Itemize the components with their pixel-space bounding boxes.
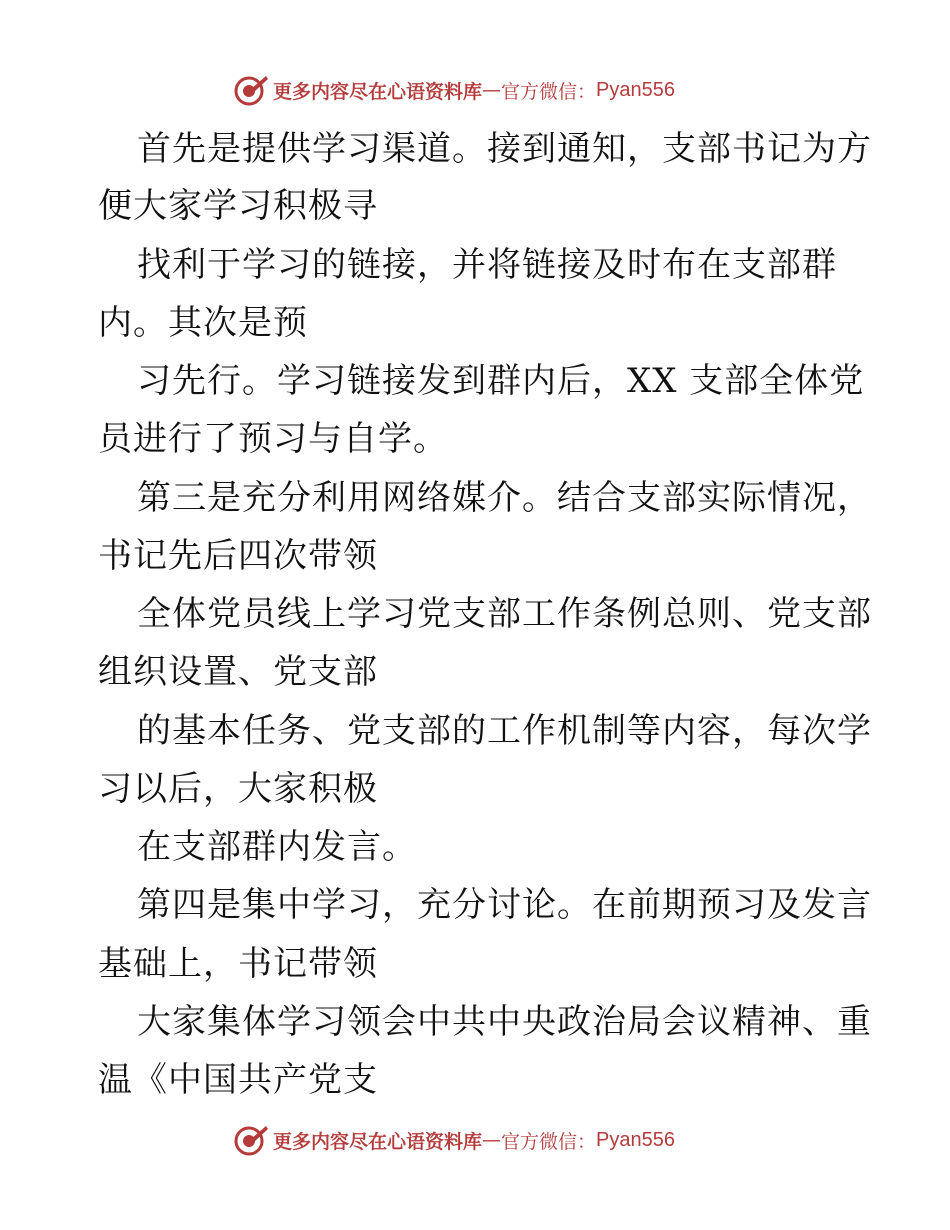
text-line: 温《中国共产党支 (98, 1060, 378, 1100)
logo-icon (233, 1123, 269, 1157)
watermark-dash: — (482, 1129, 502, 1151)
header-watermark (233, 73, 675, 107)
text-line: 全体党员线上学习党支部工作条例总则、党支部 (137, 594, 872, 634)
text-line: 基础上，书记带领 (98, 944, 378, 984)
watermark-dash: — (482, 79, 502, 101)
text-line: 首先是提供学习渠道。接到通知，支部书记为方 (137, 129, 872, 169)
text-line: 习以后，大家积极 (98, 769, 378, 809)
watermark-wechat-id: Pyan556 (596, 1128, 675, 1151)
text-line: 第四是集中学习，充分讨论。在前期预习及发言 (137, 885, 872, 925)
text-line: 在支部群内发言。 (137, 827, 417, 867)
watermark-official-label: 官方微信： (501, 80, 597, 103)
text-line: 组织设置、党支部 (98, 652, 378, 692)
footer-watermark (233, 1123, 675, 1157)
text-line: 大家集体学习领会中共中央政治局会议精神、重 (137, 1002, 872, 1042)
text-line: 内。其次是预 (98, 303, 308, 343)
text-line: 找利于学习的链接，并将链接及时布在支部群 (137, 245, 837, 285)
watermark-official-label: 官方微信： (501, 1130, 597, 1153)
text-line: 员进行了预习与自学。 (98, 419, 448, 459)
text-line: 便大家学习积极寻 (98, 186, 378, 226)
watermark-brand: 更多内容尽在心语资料库 (273, 80, 483, 103)
text-line: 习先行。学习链接发到群内后，XX 支部全体党 (137, 361, 865, 401)
watermark-brand: 更多内容尽在心语资料库 (273, 1130, 483, 1153)
watermark-wechat-id: Pyan556 (596, 78, 675, 101)
text-line: 的基本任务、党支部的工作机制等内容，每次学 (137, 711, 872, 751)
text-line: 书记先后四次带领 (98, 536, 378, 576)
logo-icon (233, 73, 269, 107)
text-line: 第三是充分利用网络媒介。结合支部实际情况， (137, 478, 872, 518)
